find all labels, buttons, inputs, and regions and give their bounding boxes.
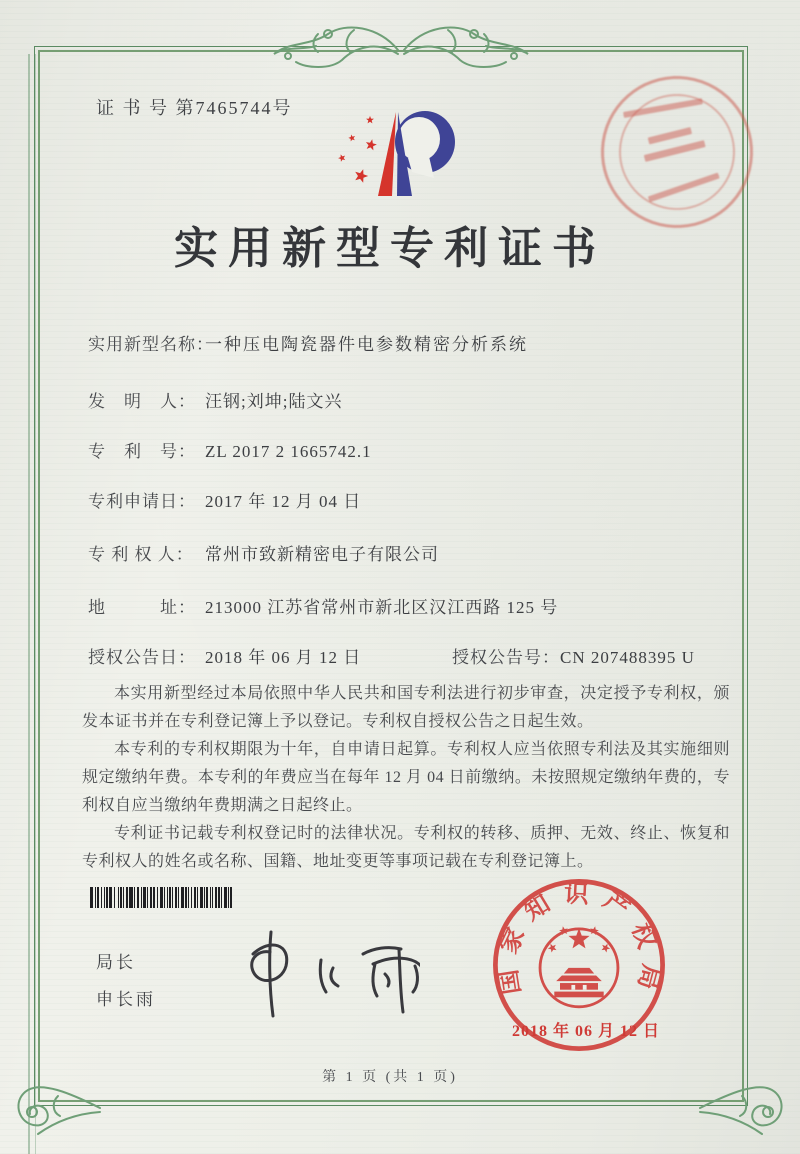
field-label: 实用新型名称： — [88, 335, 214, 354]
field-utility-model-name — [88, 330, 738, 355]
director-signature — [225, 924, 420, 1024]
field-grant-number — [452, 643, 695, 668]
field-value: 汪钢;刘坤;陆文兴 — [205, 392, 343, 411]
field-value: 常州市致新精密电子有限公司 — [205, 545, 439, 564]
seal-date: 2018 年 06 月 12 日 — [511, 1023, 660, 1040]
director-title: 局长 — [96, 953, 136, 972]
body-paragraph-2: 本专利的专利权期限为十年，自申请日起算。专利权人应当依照专利法及其实施细则规定缴纳年费。本专利的年费应当在每年 12 月 04 日前缴纳。未按照规定缴纳年费的，专利权自应当缴纳年费期满之日起终止。 — [82, 741, 730, 814]
field-value: 一种压电陶瓷器件电参数精密分析系统 — [205, 335, 528, 354]
field-filing-date — [88, 487, 738, 512]
field-label: 专 利 权 人： — [88, 545, 194, 564]
field-label: 专 利 号： — [88, 442, 196, 461]
page-footer: 第 1 页 (共 1 页) — [322, 1070, 458, 1085]
field-label: 地 址： — [88, 598, 196, 617]
field-patent-number — [88, 437, 738, 462]
field-value: ZL 2017 2 1665742.1 — [205, 442, 372, 461]
patent-office-logo — [326, 106, 458, 202]
field-label: 授权公告号： — [452, 648, 560, 667]
national-emblem — [540, 925, 618, 1007]
certificate-title: 实用新型专利证书 — [174, 224, 606, 273]
field-address — [88, 593, 738, 618]
director-name: 申长雨 — [96, 990, 156, 1009]
field-value: CN 207488395 U — [560, 648, 695, 667]
body-paragraph-1: 本实用新型经过本局依照中华人民共和国专利法进行初步审查，决定授予专利权，颁发本证书并在专利登记簿上予以登记。专利权自授权公告之日起生效。 — [82, 685, 730, 730]
field-grant-announcement — [88, 643, 738, 668]
field-value: 2018 年 06 月 12 日 — [205, 648, 362, 667]
body-paragraph-3: 专利证书记载专利权登记时的法律状况。专利权的转移、质押、无效、终止、恢复和专利权人的姓名或名称、国籍、地址变更等事项记载在专利登记簿上。 — [82, 825, 730, 870]
field-value: 213000 江苏省常州市新北区汉江西路 125 号 — [205, 598, 559, 617]
seal-org-text: 国家知识产权局 — [493, 880, 665, 1005]
field-label: 专利申请日： — [88, 492, 196, 511]
field-label: 授权公告日： — [88, 648, 196, 667]
field-label: 发 明 人： — [88, 392, 196, 411]
field-value: 2017 年 12 月 04 日 — [205, 492, 362, 511]
certificate-body-text — [82, 680, 730, 876]
barcode — [90, 887, 308, 908]
field-patentee — [88, 540, 738, 565]
field-inventors — [88, 387, 738, 412]
certificate-number: 证 书 号 第7465744号 — [96, 98, 293, 118]
